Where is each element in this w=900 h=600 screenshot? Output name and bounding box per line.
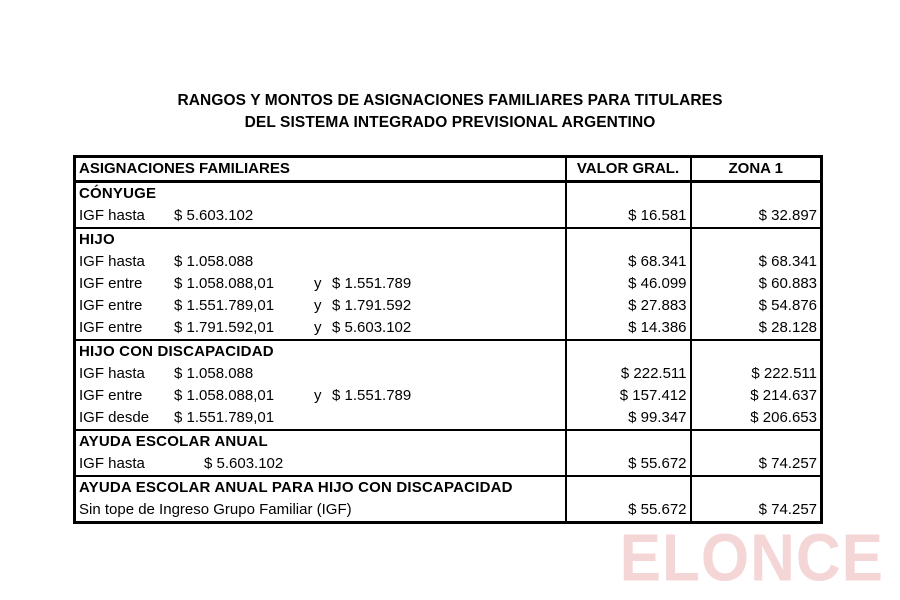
row-zona-1: $ 74.257 xyxy=(691,453,822,476)
row-valor-gral: $ 55.672 xyxy=(566,453,691,476)
table-row xyxy=(75,317,822,340)
table-row xyxy=(75,499,822,523)
asignaciones-table xyxy=(73,155,823,524)
section-label: HIJO xyxy=(75,228,566,251)
row-zona-1: $ 214.637 xyxy=(691,385,822,407)
table-row xyxy=(75,407,822,430)
table-row xyxy=(75,385,822,407)
table-row xyxy=(75,453,822,476)
row-valor-gral: $ 14.386 xyxy=(566,317,691,340)
section-label: HIJO CON DISCAPACIDAD xyxy=(75,340,566,363)
table-row xyxy=(75,295,822,317)
row-valor-gral: $ 222.511 xyxy=(566,363,691,385)
table-row xyxy=(75,273,822,295)
table-row xyxy=(75,251,822,273)
header-asignaciones: ASIGNACIONES FAMILIARES xyxy=(75,157,566,182)
row-condition: IGF hasta $ 1.058.088 xyxy=(75,363,566,385)
section-label: AYUDA ESCOLAR ANUAL xyxy=(75,430,566,453)
row-condition: IGF desde $ 1.551.789,01 xyxy=(75,407,566,430)
table-header-row xyxy=(75,157,822,182)
row-condition: IGF hasta $ 1.058.088 xyxy=(75,251,566,273)
section-conyuge xyxy=(75,182,822,206)
title-line-2: DEL SISTEMA INTEGRADO PREVISIONAL ARGENTINO xyxy=(244,114,656,131)
header-valor-gral: VALOR GRAL. xyxy=(566,157,691,182)
table-row xyxy=(75,205,822,228)
header-zona-1: ZONA 1 xyxy=(691,157,822,182)
section-label: CÓNYUGE xyxy=(75,182,566,206)
row-valor-gral: $ 68.341 xyxy=(566,251,691,273)
row-condition: IGF entre $ 1.058.088,01 y $ 1.551.789 xyxy=(75,385,566,407)
document-title xyxy=(0,90,900,134)
row-valor-gral: $ 46.099 xyxy=(566,273,691,295)
row-condition: Sin tope de Ingreso Grupo Familiar (IGF) xyxy=(75,499,566,523)
title-line-1: RANGOS Y MONTOS DE ASIGNACIONES FAMILIARES PARA TITULARES xyxy=(177,92,723,109)
row-valor-gral: $ 55.672 xyxy=(566,499,691,523)
row-condition: IGF entre $ 1.551.789,01 y $ 1.791.592 xyxy=(75,295,566,317)
row-zona-1: $ 54.876 xyxy=(691,295,822,317)
row-condition: IGF entre $ 1.058.088,01 y $ 1.551.789 xyxy=(75,273,566,295)
row-valor-gral: $ 16.581 xyxy=(566,205,691,228)
row-condition: IGF hasta $ 5.603.102 xyxy=(75,205,566,228)
row-condition: IGF entre $ 1.791.592,01 y $ 5.603.102 xyxy=(75,317,566,340)
row-zona-1: $ 68.341 xyxy=(691,251,822,273)
row-valor-gral: $ 99.347 xyxy=(566,407,691,430)
row-zona-1: $ 74.257 xyxy=(691,499,822,523)
row-valor-gral: $ 27.883 xyxy=(566,295,691,317)
table-row xyxy=(75,363,822,385)
section-label: AYUDA ESCOLAR ANUAL PARA HIJO CON DISCAPACIDAD xyxy=(75,476,566,499)
row-zona-1: $ 60.883 xyxy=(691,273,822,295)
row-zona-1: $ 206.653 xyxy=(691,407,822,430)
row-valor-gral: $ 157.412 xyxy=(566,385,691,407)
section-ayuda-escolar-discapacidad xyxy=(75,476,822,499)
section-hijo xyxy=(75,228,822,251)
section-ayuda-escolar xyxy=(75,430,822,453)
row-condition: IGF hasta $ 5.603.102 xyxy=(75,453,566,476)
row-zona-1: $ 28.128 xyxy=(691,317,822,340)
elonce-watermark-logo: ELONCE xyxy=(619,521,884,596)
row-zona-1: $ 222.511 xyxy=(691,363,822,385)
row-zona-1: $ 32.897 xyxy=(691,205,822,228)
section-hijo-discapacidad xyxy=(75,340,822,363)
